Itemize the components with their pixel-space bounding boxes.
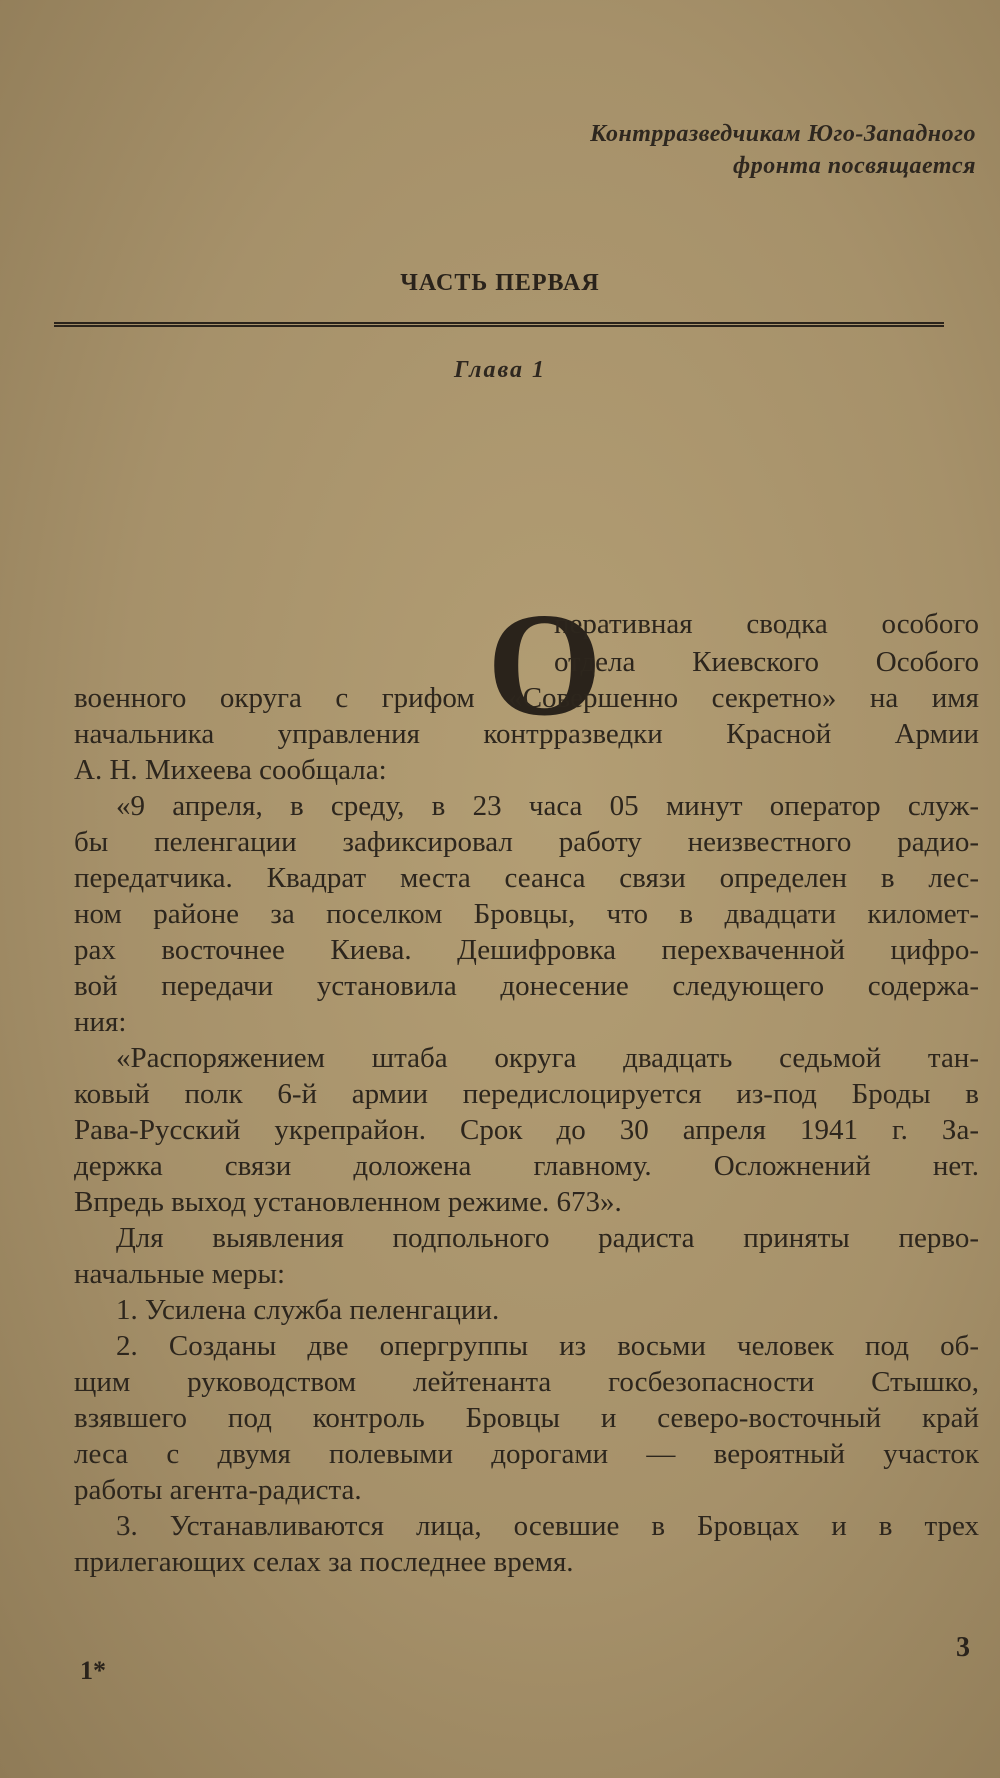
text-line: 1. Усилена служба пеленгации. bbox=[116, 1294, 500, 1326]
text-line: 3. Устанавливаются лица, осевшие в Бровцах и в трех bbox=[116, 1510, 979, 1542]
text-line: Впредь выход установленном режиме. 673». bbox=[74, 1186, 622, 1218]
text-line: Рава-Русский укрепрайон. Срок до 30 апреля 1941 г. За- bbox=[74, 1114, 979, 1146]
text-line: ном районе за поселком Бровцы, что в двадцати километ- bbox=[74, 898, 979, 930]
text-line: 2. Созданы две опергруппы из восьми человек под об- bbox=[116, 1330, 979, 1362]
text-line: Для выявления подпольного радиста приняты перво- bbox=[116, 1222, 979, 1254]
text-line: леса с двумя полевыми дорогами — вероятный участок bbox=[74, 1438, 979, 1470]
divider-rule bbox=[54, 322, 944, 327]
body-text bbox=[74, 608, 979, 1580]
dedication-line-1: Контрразведчикам Юго-Западного bbox=[590, 121, 976, 147]
text-line: «Распоряжением штаба округа двадцать седьмой тан- bbox=[116, 1042, 979, 1074]
text-line: бы пеленгации зафиксировал работу неизвестного радио- bbox=[74, 826, 979, 858]
text-line: военного округа с грифом «Совершенно секретно» на имя bbox=[74, 682, 979, 714]
part-title: ЧАСТЬ ПЕРВАЯ bbox=[400, 270, 600, 296]
signature-mark: 1* bbox=[80, 1656, 106, 1685]
text-line: А. Н. Михеева сообщала: bbox=[74, 754, 387, 786]
text-line: ковый полк 6-й армии передислоцируется из-под Броды в bbox=[74, 1078, 979, 1110]
dedication-line-2: фронта посвящается bbox=[733, 153, 976, 179]
text-line: ния: bbox=[74, 1006, 127, 1038]
text-line: «9 апреля, в среду, в 23 часа 05 минут оператор служ- bbox=[116, 790, 979, 822]
drop-cap: О bbox=[487, 583, 603, 747]
text-line: взявшего под контроль Бровцы и северо-восточный край bbox=[74, 1402, 979, 1434]
text-line: прилегающих селах за последнее время. bbox=[74, 1546, 574, 1578]
text-line: передатчика. Квадрат места сеанса связи определен в лес- bbox=[74, 862, 979, 894]
text-line: начальные меры: bbox=[74, 1258, 286, 1290]
text-line: перативная сводка особого bbox=[554, 608, 979, 640]
text-line: щим руководством лейтенанта госбезопасности Стышко, bbox=[74, 1366, 979, 1398]
chapter-title: Глава 1 bbox=[453, 357, 547, 383]
text-line: держка связи доложена главному. Осложнений нет. bbox=[74, 1150, 979, 1182]
dedication bbox=[416, 118, 976, 182]
text-line: отдела Киевского Особого bbox=[554, 646, 979, 678]
page-number: 3 bbox=[956, 1632, 970, 1663]
text-line: вой передачи установила донесение следующего содержа- bbox=[74, 970, 979, 1002]
text-line: рах восточнее Киева. Дешифровка перехваченной цифро- bbox=[74, 934, 979, 966]
text-line: начальника управления контрразведки Красной Армии bbox=[74, 718, 979, 750]
text-line: работы агента-радиста. bbox=[74, 1474, 362, 1506]
